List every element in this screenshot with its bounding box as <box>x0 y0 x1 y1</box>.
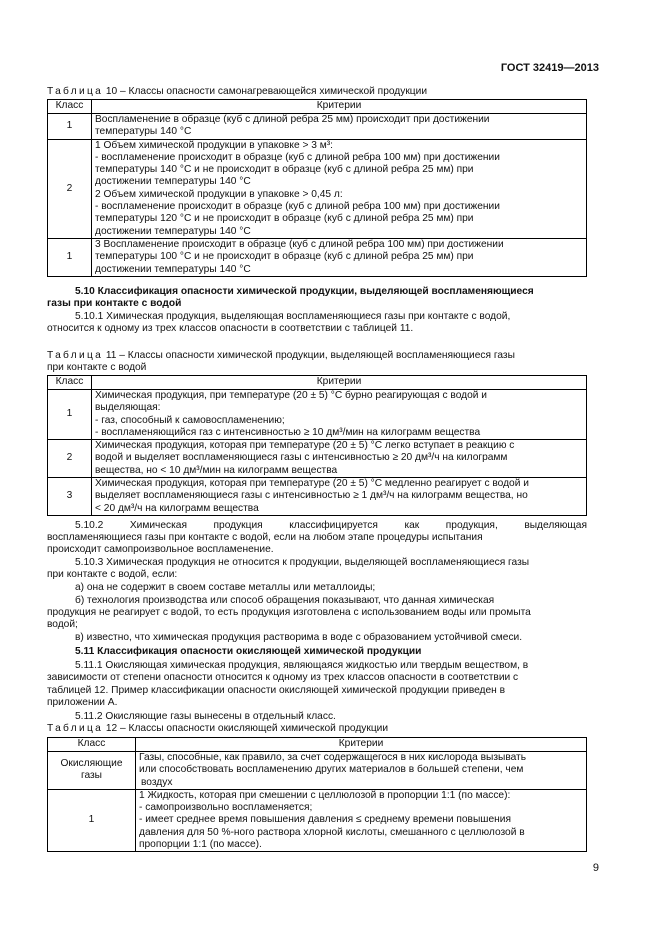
column-criteria: Критерии <box>92 100 587 114</box>
paragraph-5-10-2-end: происходит самопроизвольное воспламенение. <box>47 544 274 555</box>
standard-number: ГОСТ 32419—2013 <box>500 62 599 74</box>
table-row <box>48 114 587 140</box>
paragraph-5-10-3-cont: при контакте с водой, если: <box>47 569 178 580</box>
column-class: Класс <box>48 738 136 752</box>
list-item-a: а) она не содержит в своем составе металлы или металлоиды; <box>75 582 376 593</box>
list-item-b-end: водой; <box>47 619 78 630</box>
column-class: Класс <box>48 100 92 114</box>
paragraph-5-10-2: 5.10.2 Химическая продукция классифицируется как продукция, выделяющая <box>75 520 587 531</box>
paragraph-5-11-1-end: приложении А. <box>47 697 118 708</box>
class-cell: 3 <box>48 478 92 516</box>
paragraph-5-11-1: 5.11.1 Окисляющая химическая продукция, являющаяся жидкостью или твердым веществом, в <box>75 660 529 671</box>
table-row <box>48 238 587 276</box>
class-cell: 1 <box>48 238 92 276</box>
table-row <box>48 440 587 478</box>
class-cell: 1 <box>48 114 92 140</box>
paragraph-5-10-3: 5.10.3 Химическая продукция не относится к продукции, выделяющей воспламеняющиеся газы <box>75 557 530 568</box>
class-cell: 2 <box>48 139 92 238</box>
section-5-10-heading: 5.10 Классификация опасности химической продукции, выделяющей воспламеняющиеся <box>75 286 534 297</box>
table-row <box>48 390 587 440</box>
criteria-cell: Воспламенение в образце (куб с длиной ребра 25 мм) происходит при достижении температуры 140 °С <box>92 114 587 140</box>
column-criteria: Критерии <box>136 738 587 752</box>
criteria-cell: Химическая продукция, которая при температуре (20 ± 5) °С легко вступает в реакцию с водой и выделяет воспламеняющиеся газы с интенсивностью ≥ 20 дм³/ч на килограмм вещества, но < 10 дм³/мин на килограмм вещества <box>92 440 587 478</box>
table-header <box>48 738 587 752</box>
class-cell: 2 <box>48 440 92 478</box>
criteria-cell: Химическая продукция, при температуре (20 ± 5) °С бурно реагирующая с водой и выделяющая: - газ, способный к самовоспламенению; - воспламеняющийся газ с интенсивностью ≥ 10 дм³/мин на килограмм вещества <box>92 390 587 440</box>
table-11-caption-cont: при контакте с водой <box>47 362 147 373</box>
criteria-cell: Газы, способные, как правило, за счет содержащегося в них кислорода вызывать или способствовать воспламенению других материалов в большей степени, чем воздух <box>136 752 587 790</box>
column-class: Класс <box>48 376 92 390</box>
paragraph-5-11-1-cont2: таблицей 12. Пример классификации опасности окисляющей химической продукции приведен в <box>47 685 506 696</box>
table-12 <box>47 737 587 852</box>
paragraph-5-11-1-cont: зависимости от степени опасности относится к одному из трех классов опасности в соответствии с <box>47 672 519 683</box>
paragraph-5-10-1-cont: относится к одному из трех классов опасности в соответствии с таблицей 11. <box>47 323 414 334</box>
table-10 <box>47 99 587 277</box>
table-row <box>48 139 587 238</box>
class-cell: 1 <box>48 789 136 851</box>
table-header <box>48 376 587 390</box>
criteria-cell: Химическая продукция, которая при температуре (20 ± 5) °С медленно реагирует с водой и выделяет воспламеняющиеся газы с интенсивностью ≥ 1 дм³/ч на килограмм вещества, но < 20 дм³/ч на килограмм вещества <box>92 478 587 516</box>
table-header <box>48 100 587 114</box>
criteria-cell: 3 Воспламенение происходит в образце (куб с длиной ребра 100 мм) при достижении температуры 100 °С и не происходит в образце (куб с длиной ребра 25 мм) при достижении температуры 140 °С <box>92 238 587 276</box>
criteria-cell: 1 Объем химической продукции в упаковке > 3 м³: - воспламенение происходит в образце (куб с длиной ребра 100 мм) при достижении температуры 140 °С и не происходит в образце (куб с длиной ребра 25 мм) при достижении температуры 140 °С 2 Объем химической продукции в упаковке > 0,45 л: - воспламенение происходит в образце (куб с длиной ребра 100 мм) при достижении температуры 120 °С и не происходит в образце (куб с длиной ребра 25 мм) при достижении температуры 140 °С <box>92 139 587 238</box>
table-12-caption: Таблица 12 – Классы опасности окисляющей химической продукции <box>47 723 389 734</box>
table-10-caption: Таблица 10 – Классы опасности самонагревающейся химической продукции <box>47 86 428 97</box>
list-item-b-cont: продукция не реагирует с водой, то есть продукция изготовлена с использованием воды или промыта <box>47 607 531 618</box>
paragraph-5-10-2-cont: воспламеняющиеся газы при контакте с водой, если на любом этапе процедуры испытания <box>47 532 483 543</box>
class-cell: 1 <box>48 390 92 440</box>
table-11-caption: Таблица 11 – Классы опасности химической продукции, выделяющей воспламеняющиеся газы <box>47 350 515 361</box>
page-number: 9 <box>592 862 599 874</box>
class-cell: Окисляющие газы <box>48 752 136 790</box>
list-item-v: в) известно, что химическая продукция растворима в воде с образованием устойчивой смеси. <box>75 632 523 643</box>
list-item-b: б) технология производства или способ обращения показывают, что данная химическая <box>75 595 495 606</box>
table-row <box>48 752 587 790</box>
criteria-cell: 1 Жидкость, которая при смешении с целлюлозой в пропорции 1:1 (по массе): - самопроизвольно воспламеняется; - имеет среднее время повышения давления ≤ среднему времени повышения давления для 50 %-ного раствора хлорной кислоты, смешанного с целлюлозой в пропорции 1:1 (по массе). <box>136 789 587 851</box>
section-5-11-heading: 5.11 Классификация опасности окисляющей химической продукции <box>75 646 422 657</box>
paragraph-5-10-1: 5.10.1 Химическая продукция, выделяющая воспламеняющиеся газы при контакте с водой, <box>75 311 511 322</box>
table-11 <box>47 375 587 516</box>
section-5-10-heading-cont: газы при контакте с водой <box>47 298 182 309</box>
table-row <box>48 789 587 851</box>
column-criteria: Критерии <box>92 376 587 390</box>
paragraph-5-11-2: 5.11.2 Окисляющие газы вынесены в отдельный класс. <box>75 711 336 722</box>
table-row <box>48 478 587 516</box>
